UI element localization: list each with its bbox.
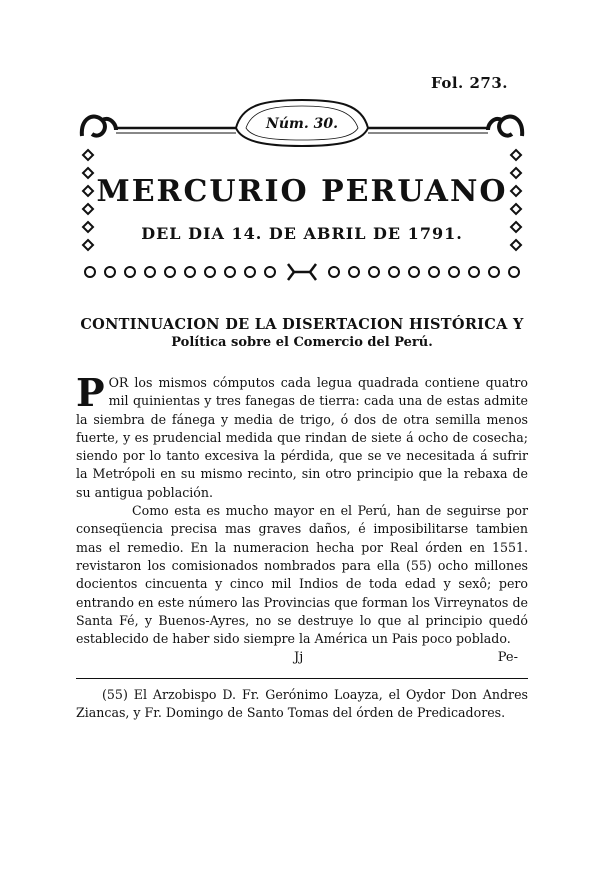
article-heading-line2: Política sobre el Comercio del Perú. xyxy=(171,335,433,350)
issue-date: DEL DIA 14. DE ABRIL DE 1791. xyxy=(141,224,463,243)
paragraph-text: OR los mismos cómputos cada legua quadrada contiene quatro mil quinientas y tres fanegas de tierra: cada una de estas admite la siembra de fánega y media de trigo, ó dos de otra semilla menos fuerte, y es prudencial medida que rindan de siete á ocho de cosecha; siendo por lo tanto excesiva la pérdida, que se ve necesitada á sufrir la Metrópoli en su mismo recinto, sin otro principio que la rebaxa de su antigua población. xyxy=(76,375,528,500)
footnote-rule xyxy=(76,678,528,679)
signature-mark: Jj xyxy=(294,650,304,666)
masthead xyxy=(76,96,528,282)
folio-number: Fol. 273. xyxy=(430,74,508,92)
catchword: Pe- xyxy=(497,650,518,666)
footnote: (55) El Arzobispo D. Fr. Gerónimo Loayza, el Oydor Don Andres Ziancas, y Fr. Domingo de Santo Tomas del órden de Predicadores. xyxy=(76,687,528,721)
issue-number: Núm. 30. xyxy=(266,116,338,132)
article-body xyxy=(76,370,528,668)
paragraph xyxy=(76,370,528,502)
journal-title: MERCURIO PERUANO xyxy=(96,174,508,209)
article-heading xyxy=(76,316,528,352)
drop-cap: P xyxy=(76,370,105,415)
paragraph: Como esta es mucho mayor en el Perú, han de seguirse por conseqüencia precisa mas graves daños, é imposibilitarse tambien mas el remedio. En la numeracion hecha por Real órden en 1551. revistaron los comisionados nombrados para ella (55) ocho millones docientos cincuenta y cinco mil Indios de toda edad y sexô; pero entrando en este número las Provincias que forman los Virreynatos de Santa Fé, y Buenos-Ayres, no se destruye lo que al principio quedó establecido de haber sido siempre la América un Pais poco poblado. xyxy=(76,503,528,647)
article-heading-line1: CONTINUACION DE LA DISERTACION HISTÓRICA Y xyxy=(80,316,524,333)
signature-row xyxy=(76,649,528,667)
article xyxy=(76,316,528,668)
